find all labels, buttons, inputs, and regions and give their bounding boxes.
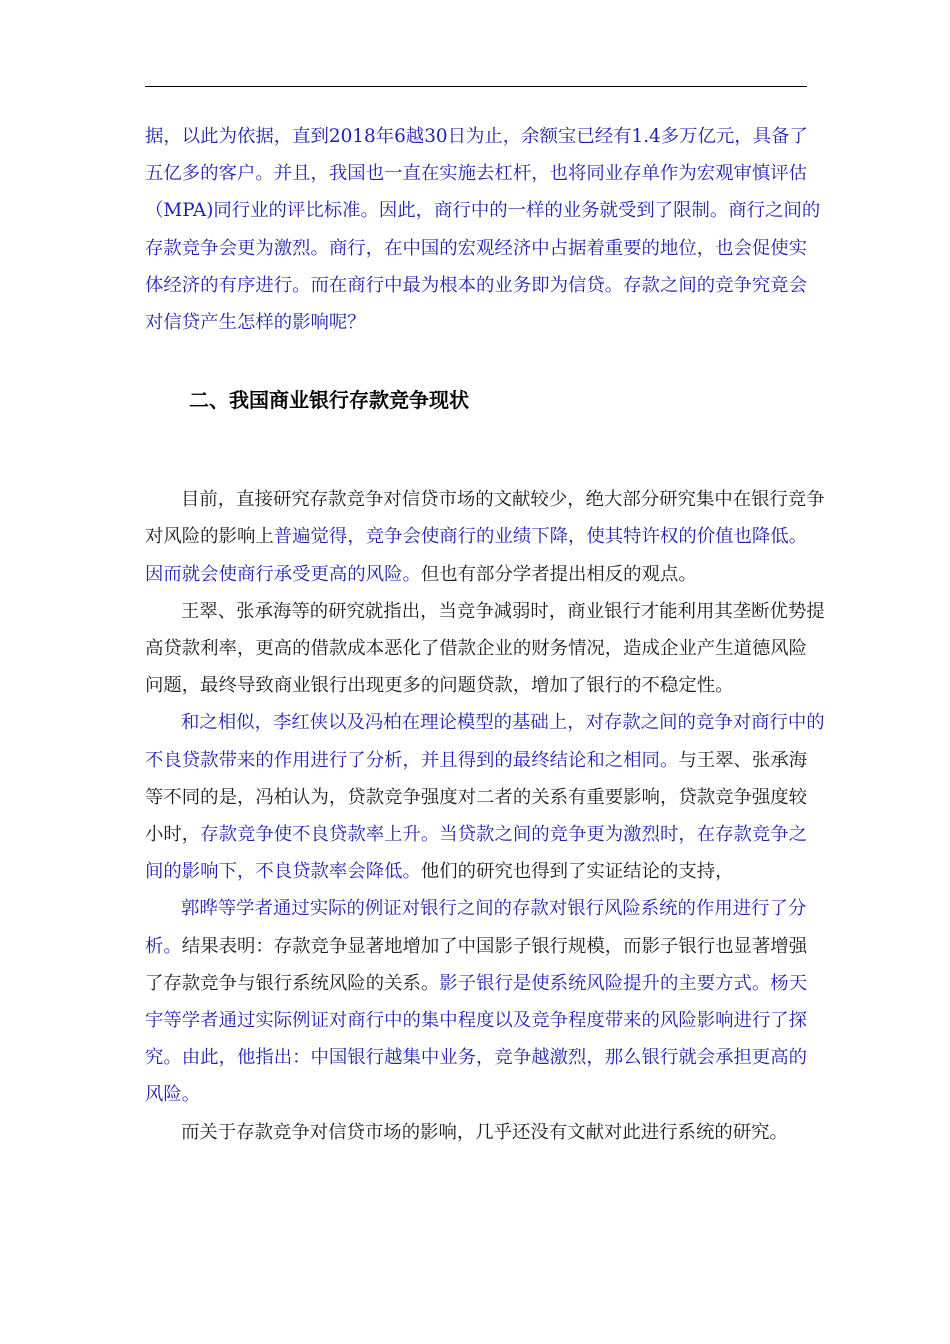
document-body: [145, 118, 825, 1151]
text-segment: 和之相似，李红侠以及冯柏在理论模型的基础上，对存款之间的竞争对商行中的不良贷款带来的作用进行了分析，并且得到的最终结论和之相同。: [145, 712, 825, 771]
text-segment: 王翠、张承海等的研究就指出，当竞争减弱时，商业银行才能利用其垄断优势提高贷款利率，更高的借款成本恶化了借款企业的财务情况，造成企业产生道德风险问题，最终导致商业银行出现更多的问题贷款，增加了银行的不稳定性。: [145, 600, 825, 697]
paragraph-2: [145, 593, 825, 705]
section-heading: 二、我国商业银行存款竞争现状: [189, 388, 469, 413]
text-segment: 据，以此为依据，直到2018年6越30日为止，余额宝已经有1.4多万亿元，具备了五亿多的客户。并且，我国也一直在实施去杠杆，也将同业存单作为宏观审慎评估（MPA)同行业的评比标准。因此，商行中的一样的业务就受到了限制。商行之间的存款竞争会更为激烈。商行，在中国的宏观经济中占据着重要的地位，也会促使实体经济的有序进行。而在商行中最为根本的业务即为信贷。存款之间的竞争究竟会对信贷产生怎样的影响呢？: [145, 126, 821, 334]
text-segment: 而关于存款竞争对信贷市场的影响，几乎还没有文献对此进行系统的研究。: [181, 1121, 788, 1143]
paragraph-3: [145, 704, 825, 890]
header-rule: [145, 86, 807, 87]
text-segment: 存款竞争使不良贷款率上升。当贷款之间的竞争更为激烈时，在存款竞争之间的影响下，不良贷款率会降低。: [145, 824, 808, 883]
paragraph-1: [145, 481, 825, 593]
text-segment: 目前，直接研究存款竞争对信贷市场的文献较少，绝大部分研究集中在银行竞争对风险的影响上: [145, 489, 825, 548]
text-segment: 影子银行是使系统风险提升的主要方式。杨天宇等学者通过实际例证对商行中的集中程度以及竞争程度带来的风险影响进行了探究。由此，他指出：中国银行越集中业务，竞争越激烈，那么银行就会承担更高的风险。: [145, 972, 808, 1106]
text-segment: 郭晔等学者通过实际的例证对银行之间的存款对银行风险系统的作用进行了分析。: [145, 898, 807, 957]
paragraph-4: [145, 890, 825, 1113]
text-segment: 与王翠、张承海等不同的是，冯柏认为，贷款竞争强度对二者的关系有重要影响，贷款竞争强度较小时，: [145, 749, 808, 846]
paragraph-5: [145, 1114, 825, 1151]
text-segment: 他们的研究也得到了实证结论的支持，: [420, 861, 734, 883]
text-segment: 但也有部分学者提出相反的观点。: [420, 563, 697, 585]
text-segment: 结果表明：存款竞争显著地增加了中国影子银行规模，而影子银行也显著增强了存款竞争与银行系统风险的关系。: [145, 935, 808, 994]
paragraph-intro: [145, 118, 825, 341]
text-segment: 普遍觉得，竞争会使商行的业绩下降，使其特许权的价值也降低。因而就会使商行承受更高的风险。: [145, 526, 808, 585]
